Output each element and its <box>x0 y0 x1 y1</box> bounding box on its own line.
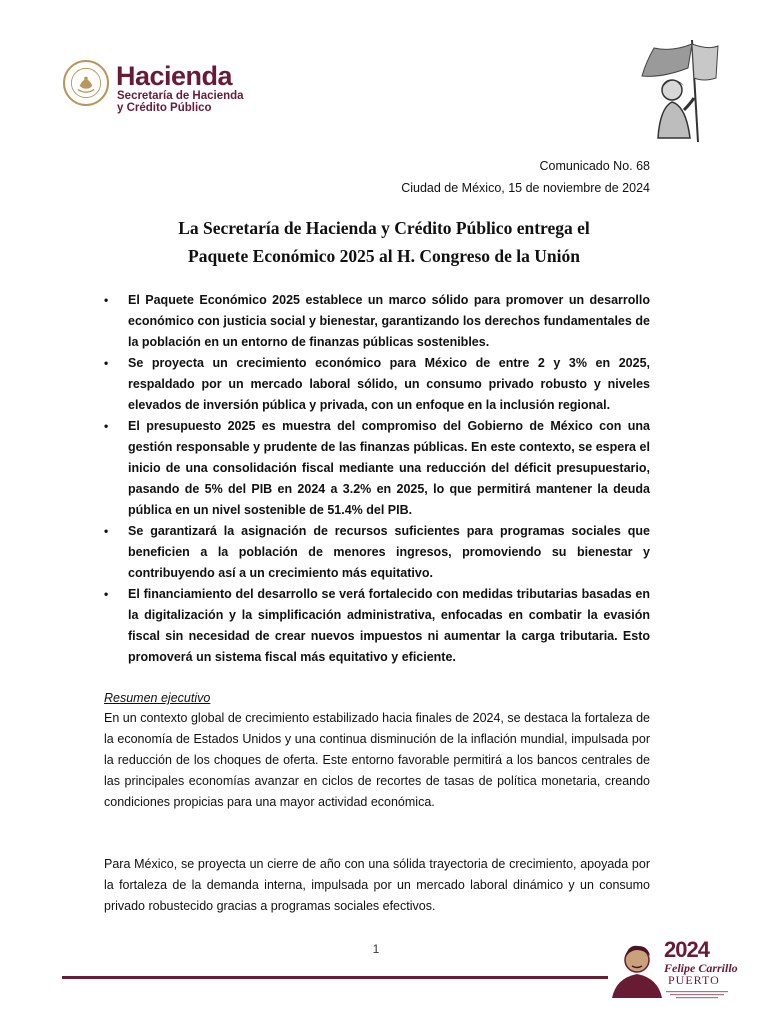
place-and-date: Ciudad de México, 15 de noviembre de 2024 <box>401 181 650 195</box>
summary-paragraph: Para México, se proyecta un cierre de año con una sólida trayectoria de crecimiento, apoyada por la fortaleza de la demanda interna, impulsada por un mercado laboral dinámico y un consumo privado robustecido gracias a programas sociales efectivos. <box>104 857 650 913</box>
communique-number: Comunicado No. 68 <box>539 159 650 173</box>
title-line: La Secretaría de Hacienda y Crédito Público entrega el <box>178 218 590 238</box>
footer-year: 2024 <box>664 937 709 962</box>
document-header <box>0 0 768 140</box>
bullet-item <box>104 353 650 416</box>
bullet-icon: • <box>104 293 109 307</box>
logo-subtitle-line: Secretaría de Hacienda <box>117 90 244 102</box>
bullet-icon: • <box>104 356 109 370</box>
logo-subtitle <box>117 90 244 114</box>
key-points-list <box>104 290 650 668</box>
title-line: Paquete Económico 2025 al H. Congreso de la Unión <box>188 246 580 266</box>
page-number: 1 <box>372 942 380 956</box>
bullet-text: Se proyecta un crecimiento económico para México de entre 2 y 3% en 2025, respaldado por un mercado laboral sólido, un consumo privado robusto y niveles elevados de inversión pública y privada, con un enfoque en la inclusión regional. <box>128 356 650 412</box>
felipe-carrillo-portrait-icon <box>608 938 666 998</box>
footer-place: PUERTO <box>668 973 720 987</box>
bullet-icon: • <box>104 419 109 433</box>
communique-meta <box>401 155 650 199</box>
logo-subtitle-line: y Crédito Público <box>117 102 212 114</box>
bullet-item <box>104 290 650 353</box>
bullet-item <box>104 521 650 584</box>
bullet-text: Se garantizará la asignación de recursos suficientes para programas sociales que beneficien a la población de menores ingresos, promoviendo su bienestar y contribuyendo así a un crecimiento más equitativo. <box>128 524 650 580</box>
heroine-with-flag-illustration-icon <box>632 38 724 142</box>
footer-divider <box>62 976 608 979</box>
mexico-coat-of-arms-icon <box>63 60 109 106</box>
bullet-item <box>104 416 650 521</box>
executive-summary-heading: Resumen ejecutivo <box>104 691 211 705</box>
footer-fine-print-graphic <box>666 986 728 996</box>
bullet-icon: • <box>104 524 109 538</box>
bullet-icon: • <box>104 587 109 601</box>
bullet-text: El Paquete Económico 2025 establece un marco sólido para promover un desarrollo económico con justicia social y bienestar, garantizando los derechos fundamentales de la población en un entorno de finanzas públicas sostenibles. <box>128 293 650 349</box>
logo-title: Hacienda <box>116 61 233 91</box>
summary-paragraph: En un contexto global de crecimiento estabilizado hacia finales de 2024, se destaca la fortaleza de la economía de Estados Unidos y una continua disminución de la inflación mundial, impulsada por la reducción de los choques de oferta. Este entorno favorable permitirá a los bancos centrales de las principales economías avanzar en ciclos de recortes de tasas de política monetaria, creando condiciones propicias para una mayor actividad económica. <box>104 711 650 809</box>
footer-name: Felipe Carrillo <box>664 961 738 975</box>
bullet-text: El presupuesto 2025 es muestra del compromiso del Gobierno de México con una gestión responsable y prudente de las finanzas públicas. En este contexto, se espera el inicio de una consolidación fiscal mediante una reducción del déficit presupuestario, pasando de 5% del PIB en 2024 a 3.2% en 2025, lo que permitirá mantener la deuda pública en un nivel sostenible de 51.4% del PIB. <box>128 419 650 517</box>
document-title <box>100 214 668 270</box>
bullet-text: El financiamiento del desarrollo se verá fortalecido con medidas tributarias basadas en la digitalización y la simplificación administrativa, enfocadas en combatir la evasión fiscal sin necesidad de crear nuevos impuestos ni aumentar la carga tributaria. Esto promoverá un sistema fiscal más equitativo y eficiente. <box>128 587 650 664</box>
bullet-item <box>104 584 650 668</box>
